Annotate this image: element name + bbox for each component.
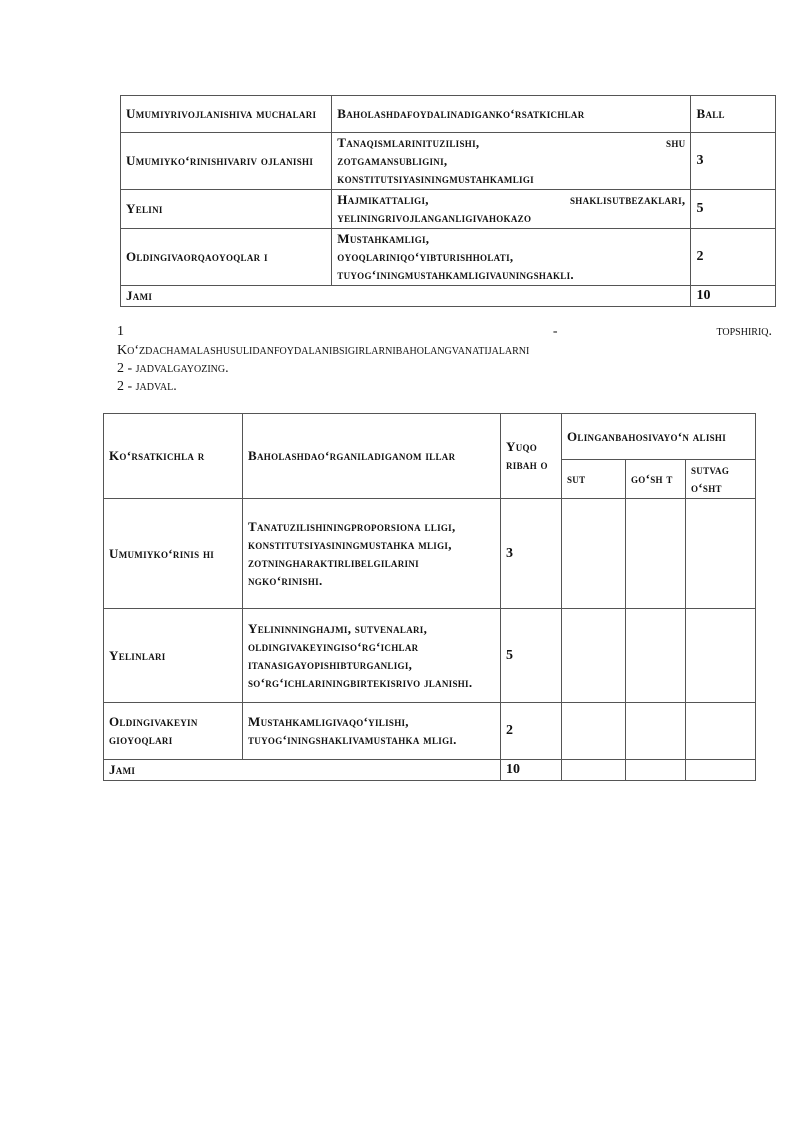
criterion-cell: Oldingivaorqaoyoqlar i <box>121 229 332 286</box>
total-row <box>104 760 756 781</box>
total-label: Jami <box>104 760 501 781</box>
task-instruction-end: 2 - jadvalgayozing. <box>117 361 229 376</box>
max-score-cell: 5 <box>501 609 562 703</box>
empty-cell <box>562 760 626 781</box>
empty-cell <box>686 703 756 760</box>
total-value: 10 <box>501 760 562 781</box>
header-cell: Baholashdafoydalinadiganko‘rsatkichlar <box>332 96 691 133</box>
subheader-cell: sut <box>562 460 626 499</box>
indicator-line: konstitutsiyasiningmustahkamligi <box>337 171 534 186</box>
header-cell: Umumiyrivojlanishiva muchalari <box>121 96 332 133</box>
criterion-cell: Umumiyko‘rinishivariv ojlanishi <box>121 133 332 190</box>
factors-cell: Tanatuzilishiningproporsiona lligi, konstitutsiyasiningmustahka mligi, zotningharaktirlibelgilarini ngko‘rinishi. <box>243 499 501 609</box>
table-caption: 2 - jadval. <box>117 379 177 394</box>
max-score-cell: 3 <box>501 499 562 609</box>
table-row <box>104 703 756 760</box>
subheader-cell: sutvag o‘sht <box>686 460 756 499</box>
factors-cell: Yelininninghajmi, sutvenalari, oldingivakeyingiso‘rg‘ichlar itanasigayopishibturganligi, so‘rg‘ichlariningbirtekisrivo jlanishi. <box>243 609 501 703</box>
max-score-cell: 2 <box>501 703 562 760</box>
header-cell: Baholashdao‘rganiladiganom illar <box>243 414 501 499</box>
task-dash: - <box>552 324 558 339</box>
table-row <box>121 190 776 229</box>
subheader-cell: go‘sh t <box>626 460 686 499</box>
task-instruction: Ko‘zdachamalashusulidanfoydalanibsigirlarnibaholangvanatijalarni <box>117 343 530 358</box>
table-row <box>104 609 756 703</box>
empty-cell <box>562 703 626 760</box>
indicator-line: yeliningrivojlanganligivahokazo <box>337 210 532 225</box>
indicator-line: Hajmikattaligi, shaklisutbezaklari, <box>337 192 686 207</box>
task-number: 1 <box>117 324 124 339</box>
table-row <box>104 499 756 609</box>
header-cell: Ko‘rsatkichla r <box>104 414 243 499</box>
indicator-cell <box>332 229 691 286</box>
task-heading <box>117 323 772 341</box>
evaluation-criteria-table <box>120 95 776 307</box>
indicator-line: Mustahkamligi, <box>337 231 430 246</box>
empty-cell <box>686 609 756 703</box>
indicator-line: Tanaqismlarinituzilishi, shu <box>337 135 686 150</box>
table-row <box>121 133 776 190</box>
table-row <box>121 229 776 286</box>
empty-cell <box>686 760 756 781</box>
score-cell: 5 <box>691 190 776 229</box>
total-row <box>121 286 776 307</box>
empty-cell <box>626 760 686 781</box>
cow-evaluation-table <box>103 413 756 781</box>
indicator-line: zotgamansubligini, <box>337 153 448 168</box>
empty-cell <box>562 499 626 609</box>
indicator-line: tuyog‘iningmustahkamligivauningshakli. <box>337 267 574 282</box>
factors-cell: Mustahkamligivaqo‘yilishi, tuyog‘iningshaklivamustahka mligi. <box>243 703 501 760</box>
header-cell: Ball <box>691 96 776 133</box>
empty-cell <box>626 703 686 760</box>
empty-cell <box>562 609 626 703</box>
empty-cell <box>626 609 686 703</box>
header-cell: Yuqo ribah o <box>501 414 562 499</box>
table-header-row <box>121 96 776 133</box>
total-value: 10 <box>691 286 776 307</box>
table-header-row <box>104 414 756 460</box>
score-cell: 3 <box>691 133 776 190</box>
indicator-cell <box>332 133 691 190</box>
indicator-cell: Oldingivakeyin gioyoqlari <box>104 703 243 760</box>
total-label: Jami <box>121 286 691 307</box>
header-cell: Olinganbahosivayo‘n alishi <box>562 414 756 460</box>
empty-cell <box>626 499 686 609</box>
indicator-cell <box>332 190 691 229</box>
task-word: topshiriq. <box>716 324 772 339</box>
indicator-cell: Yelinlari <box>104 609 243 703</box>
score-cell: 2 <box>691 229 776 286</box>
indicator-line: oyoqlariniqo‘yibturishholati, <box>337 249 514 264</box>
criterion-cell: Yelini <box>121 190 332 229</box>
empty-cell <box>686 499 756 609</box>
indicator-cell: Umumiyko‘rinis hi <box>104 499 243 609</box>
